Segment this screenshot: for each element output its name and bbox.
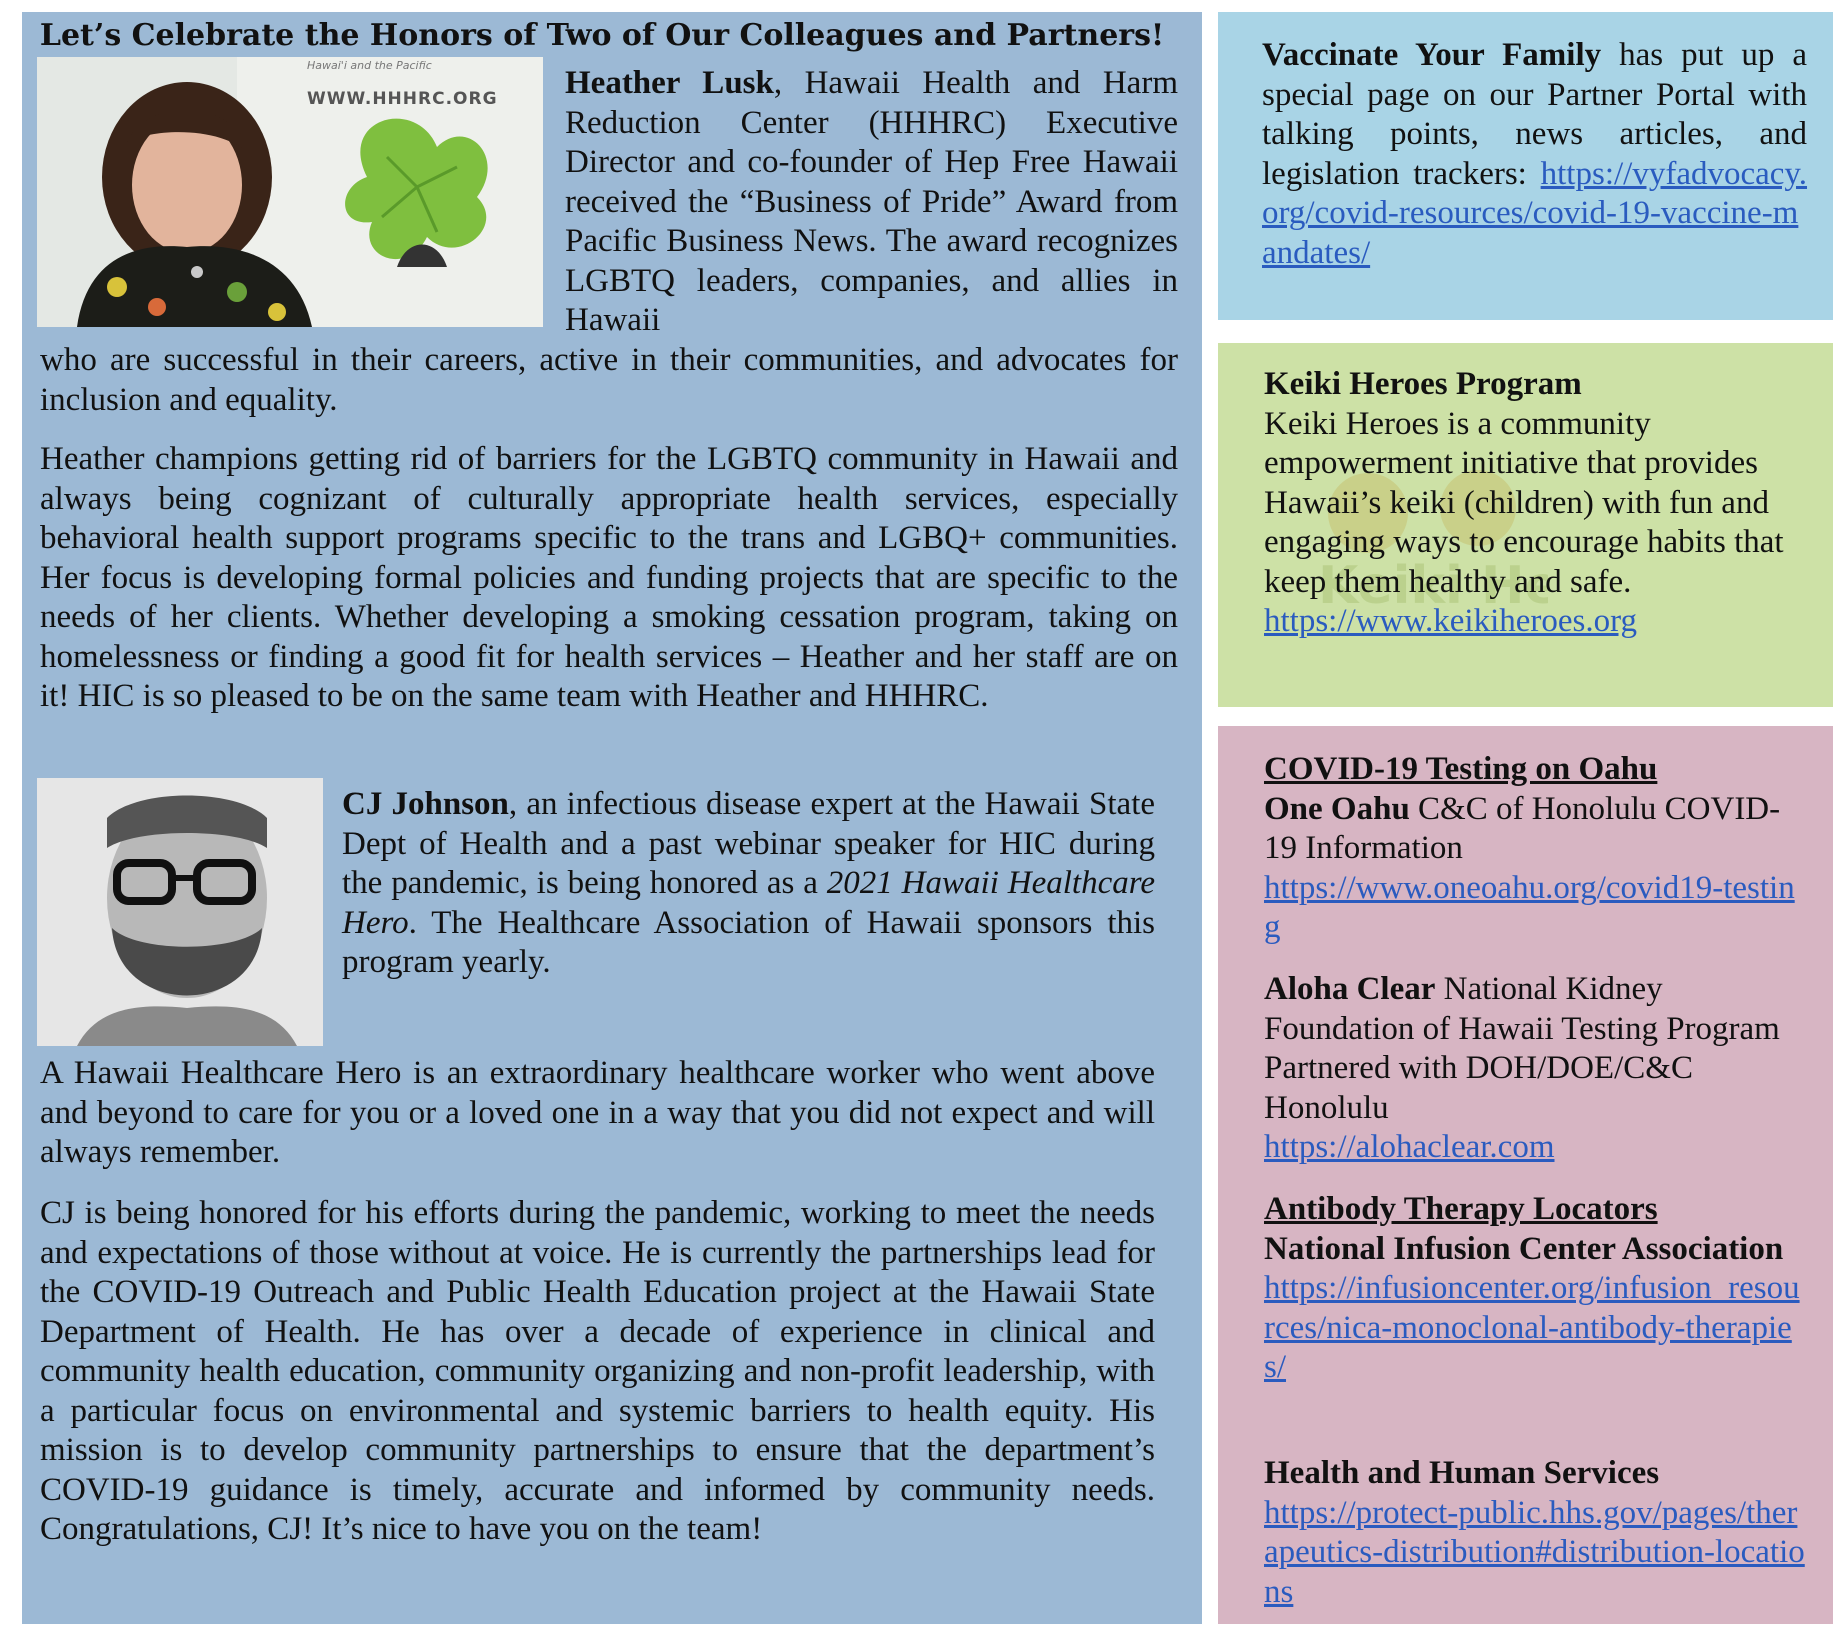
cj-intro (342, 785, 1155, 983)
keiki-text-block (1264, 365, 1824, 642)
aloha-clear-link[interactable]: https://alohaclear.com (1264, 1129, 1555, 1165)
heather-lusk-photo (37, 57, 543, 327)
vaccinate-description: has put up a special page on our Partner Portal with talking points, news articles, and legislation trackers: (1262, 37, 1807, 192)
vaccinate-heading: Vaccinate Your Family (1262, 37, 1602, 73)
one-oahu-label: One Oahu (1264, 790, 1410, 827)
antibody-therapy-block (1264, 1190, 1809, 1388)
hhhrc-caption-small: Hawai'i and the Pacific (307, 59, 432, 72)
antibody-org: National Infusion Center Association (1264, 1230, 1784, 1267)
aloha-clear-description (1264, 970, 1809, 1128)
one-oahu-text: C&C of Honolulu COVID-19 Information (1264, 790, 1781, 866)
keiki-link[interactable]: https://www.keikiheroes.org (1264, 603, 1638, 639)
cj-name: CJ Johnson (342, 786, 509, 822)
cj-intro-text-b: . The Healthcare Association of Hawaii sponsors this program yearly. (342, 904, 1155, 980)
hhs-link[interactable]: https://protect-public.hhs.gov/pages/therapeutics-distribution#distribution-locations (1264, 1494, 1805, 1610)
one-oahu-block (1264, 750, 1809, 948)
vaccinate-your-family-box (1218, 12, 1833, 320)
keiki-heroes-box (1218, 343, 1833, 707)
hhhrc-url-sign: WWW.HHHRC.ORG (307, 89, 498, 109)
cj-intro-text-a: , an infectious disease expert at the Hawaii State Dept of Health and a past webinar speaker for HIC during the pandemic, is being honored as a (342, 786, 1156, 901)
heather-intro (565, 64, 1178, 341)
antibody-heading: Antibody Therapy Locators (1264, 1191, 1658, 1227)
heather-intro-text: , Hawaii Health and Harm Reduction Center (HHHRC) Executive Director and co-founder of Hep Free Hawaii received the “Business of Pride” Award from Pacific Business News. The award recognizes LGBTQ leaders, companies, and allies in Hawaii (565, 65, 1178, 338)
hhs-block (1264, 1454, 1809, 1612)
article-title: Let’s Celebrate the Honors of Two of Our Colleagues and Partners! (39, 18, 1165, 53)
cj-award-name: 2021 Hawaii Healthcare Hero (342, 865, 1155, 941)
heather-name: Heather Lusk (565, 65, 774, 101)
heather-paragraph-2: Heather champions getting rid of barriers for the LGBTQ community in Hawaii and always being cognizant of culturally appropriate health services, especially behavioral health support programs specific to the trans and LGBQ+ communities. Her focus is developing formal policies and funding projects that are specific to the needs of her clients. Whether developing a smoking cessation program, taking on homelessness or finding a good fit for health services – Heather and her staff are on it! HIC is so pleased to be on the same team with Heather and HHHRC. (40, 441, 1178, 714)
cj-paragraph-2: CJ is being honored for his efforts during the pandemic, working to meet the needs and expectations of those without at voice. He is currently the partnerships lead for the COVID-19 Outreach and Public Health Education project at the Hawaii State Department of Health. He has over a decade of experience in clinical and community health education, community organizing and non-profit leadership, with a particular focus on environmental and systemic barriers to health equity. His mission is to develop community partnerships to ensure that the department’s COVID-19 guidance is timely, accurate and informed by community needs. Congratulations, CJ! It’s nice to have you on the team! (40, 1195, 1155, 1547)
keiki-watermark-text: Keiki He (1318, 556, 1548, 616)
keiki-description: Keiki Heroes is a community empowerment initiative that provides Hawaii’s keiki (children) with fun and engaging ways to encourage habits that keep them healthy and safe. (1264, 405, 1784, 600)
aloha-clear-label: Aloha Clear (1264, 971, 1436, 1007)
healthcare-hero-definition: A Hawaii Healthcare Hero is an extraordinary healthcare worker who went above and beyond to care for you or a loved one in a way that you did not expect and will always remember. (40, 1055, 1155, 1170)
aloha-clear-block (1264, 970, 1809, 1168)
cj-johnson-photo (37, 778, 323, 1046)
heather-intro-continued: who are successful in their careers, active in their communities, and advocates for inclusion and equality. (40, 342, 1178, 418)
one-oahu-description (1264, 790, 1809, 869)
vaccinate-text-block (1262, 36, 1807, 273)
vaccinate-link[interactable]: https://vyfadvocacy.org/covid-resources/covid-19-vaccine-mandates/ (1262, 155, 1808, 271)
antibody-link[interactable]: https://infusioncenter.org/infusion_resources/nica-monoclonal-antibody-therapies/ (1264, 1270, 1800, 1385)
aloha-clear-text: National Kidney Foundation of Hawaii Testing Program Partnered with DOH/DOE/C&C Honolulu (1264, 971, 1780, 1126)
one-oahu-link[interactable]: https://www.oneoahu.org/covid19-testing (1264, 869, 1795, 945)
covid-resources-box (1218, 726, 1833, 1624)
covid-testing-heading: COVID-19 Testing on Oahu (1264, 751, 1658, 787)
keiki-heading: Keiki Heroes Program (1264, 366, 1582, 402)
hhs-heading: Health and Human Services (1264, 1455, 1660, 1491)
